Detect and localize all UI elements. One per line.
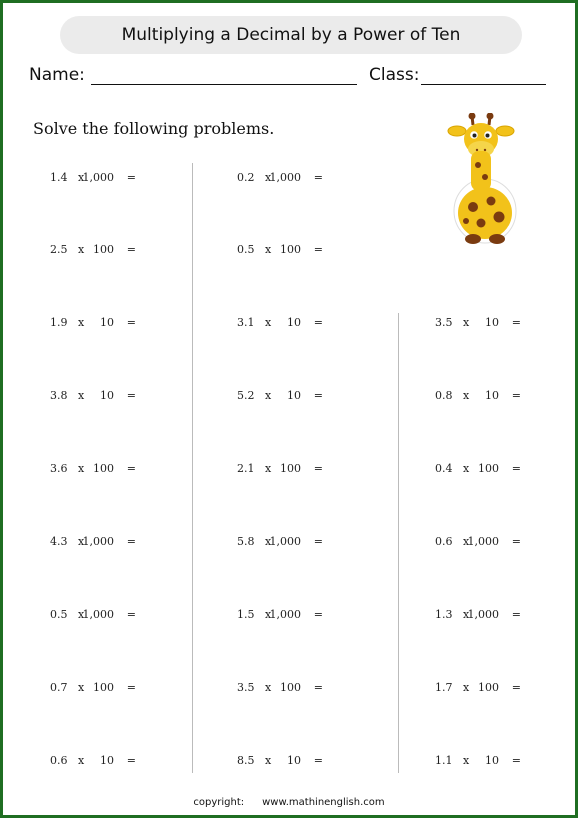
problem-number: 0.6 xyxy=(50,754,68,767)
footer xyxy=(3,797,575,808)
problem-number: 4.3 xyxy=(50,535,68,548)
problem-number: 1.9 xyxy=(50,316,68,329)
power-of-ten: 10 xyxy=(100,389,114,402)
power-of-ten: 1,000 xyxy=(467,535,499,548)
problem-item xyxy=(435,389,521,405)
problem-item xyxy=(50,316,136,332)
times-sign: x xyxy=(78,243,85,256)
problem-number: 8.5 xyxy=(237,754,255,767)
equals-sign: = xyxy=(313,608,323,621)
problem-number: 0.7 xyxy=(50,681,68,694)
page-title: Multiplying a Decimal by a Power of Ten xyxy=(60,16,522,54)
problem-number: 1.4 xyxy=(50,171,68,184)
power-of-ten: 100 xyxy=(280,243,301,256)
power-of-ten: 1,000 xyxy=(269,171,301,184)
times-sign: x xyxy=(78,608,85,621)
problem-item xyxy=(435,608,521,624)
problem-item xyxy=(435,462,521,478)
problem-item xyxy=(435,535,521,551)
times-sign: x xyxy=(78,171,85,184)
power-of-ten: 100 xyxy=(478,681,499,694)
problem-number: 0.2 xyxy=(237,171,255,184)
equals-sign: = xyxy=(511,535,521,548)
name-label: Name: xyxy=(29,65,85,85)
problem-item xyxy=(237,171,323,187)
equals-sign: = xyxy=(126,243,136,256)
equals-sign: = xyxy=(511,389,521,402)
problem-number: 3.8 xyxy=(50,389,68,402)
times-sign: x xyxy=(265,171,272,184)
times-sign: x xyxy=(265,608,272,621)
problem-item xyxy=(50,389,136,405)
power-of-ten: 1,000 xyxy=(269,535,301,548)
equals-sign: = xyxy=(126,389,136,402)
times-sign: x xyxy=(78,389,85,402)
times-sign: x xyxy=(78,681,85,694)
column-divider xyxy=(398,313,399,773)
equals-sign: = xyxy=(313,389,323,402)
equals-sign: = xyxy=(126,462,136,475)
equals-sign: = xyxy=(126,535,136,548)
times-sign: x xyxy=(265,243,272,256)
equals-sign: = xyxy=(511,608,521,621)
problem-item xyxy=(237,389,323,405)
class-field[interactable] xyxy=(421,84,546,85)
equals-sign: = xyxy=(126,754,136,767)
problem-item xyxy=(237,608,323,624)
problem-item xyxy=(50,243,136,259)
problem-number: 3.5 xyxy=(237,681,255,694)
column-divider xyxy=(192,163,193,773)
power-of-ten: 1,000 xyxy=(269,608,301,621)
times-sign: x xyxy=(463,754,470,767)
problem-number: 1.1 xyxy=(435,754,453,767)
times-sign: x xyxy=(78,462,85,475)
equals-sign: = xyxy=(126,171,136,184)
problem-item xyxy=(50,754,136,770)
problem-item xyxy=(435,754,521,770)
power-of-ten: 100 xyxy=(93,681,114,694)
equals-sign: = xyxy=(313,535,323,548)
problem-item xyxy=(50,608,136,624)
problem-item xyxy=(237,681,323,697)
equals-sign: = xyxy=(511,681,521,694)
equals-sign: = xyxy=(313,316,323,329)
power-of-ten: 100 xyxy=(478,462,499,475)
problem-number: 0.8 xyxy=(435,389,453,402)
equals-sign: = xyxy=(313,681,323,694)
problem-item xyxy=(50,535,136,551)
times-sign: x xyxy=(463,462,470,475)
problem-item xyxy=(237,316,323,332)
times-sign: x xyxy=(78,535,85,548)
problem-number: 0.5 xyxy=(237,243,255,256)
problem-item xyxy=(50,462,136,478)
instructions: Solve the following problems. xyxy=(33,119,275,138)
power-of-ten: 100 xyxy=(280,462,301,475)
power-of-ten: 1,000 xyxy=(467,608,499,621)
worksheet xyxy=(3,3,575,815)
problem-number: 3.5 xyxy=(435,316,453,329)
problem-item xyxy=(237,754,323,770)
power-of-ten: 10 xyxy=(485,754,499,767)
power-of-ten: 10 xyxy=(100,754,114,767)
power-of-ten: 1,000 xyxy=(82,608,114,621)
power-of-ten: 10 xyxy=(100,316,114,329)
problem-item xyxy=(435,316,521,332)
problem-number: 0.4 xyxy=(435,462,453,475)
problem-number: 3.1 xyxy=(237,316,255,329)
problem-item xyxy=(435,681,521,697)
times-sign: x xyxy=(265,316,272,329)
problem-number: 0.6 xyxy=(435,535,453,548)
equals-sign: = xyxy=(511,754,521,767)
equals-sign: = xyxy=(313,171,323,184)
problem-number: 0.5 xyxy=(50,608,68,621)
power-of-ten: 10 xyxy=(287,754,301,767)
name-field[interactable] xyxy=(91,84,357,85)
times-sign: x xyxy=(78,754,85,767)
power-of-ten: 100 xyxy=(93,243,114,256)
times-sign: x xyxy=(463,389,470,402)
times-sign: x xyxy=(463,608,470,621)
times-sign: x xyxy=(463,681,470,694)
equals-sign: = xyxy=(126,681,136,694)
problem-number: 2.1 xyxy=(237,462,255,475)
problem-item xyxy=(50,171,136,187)
times-sign: x xyxy=(78,316,85,329)
problem-item xyxy=(237,243,323,259)
power-of-ten: 10 xyxy=(485,389,499,402)
times-sign: x xyxy=(463,316,470,329)
power-of-ten: 100 xyxy=(93,462,114,475)
power-of-ten: 10 xyxy=(485,316,499,329)
copyright-label: copyright: xyxy=(193,797,245,808)
equals-sign: = xyxy=(126,316,136,329)
times-sign: x xyxy=(265,389,272,402)
problem-number: 5.2 xyxy=(237,389,255,402)
problem-number: 1.3 xyxy=(435,608,453,621)
equals-sign: = xyxy=(126,608,136,621)
problem-item xyxy=(237,462,323,478)
power-of-ten: 10 xyxy=(287,316,301,329)
power-of-ten: 100 xyxy=(280,681,301,694)
problem-item xyxy=(50,681,136,697)
power-of-ten: 1,000 xyxy=(82,535,114,548)
website-link[interactable]: www.mathinenglish.com xyxy=(262,797,385,808)
times-sign: x xyxy=(265,535,272,548)
equals-sign: = xyxy=(313,243,323,256)
times-sign: x xyxy=(265,681,272,694)
equals-sign: = xyxy=(313,462,323,475)
problem-number: 2.5 xyxy=(50,243,68,256)
problem-number: 1.7 xyxy=(435,681,453,694)
problem-number: 5.8 xyxy=(237,535,255,548)
problem-item xyxy=(237,535,323,551)
problem-number: 3.6 xyxy=(50,462,68,475)
times-sign: x xyxy=(265,462,272,475)
equals-sign: = xyxy=(313,754,323,767)
class-label: Class: xyxy=(369,65,420,85)
problem-number: 1.5 xyxy=(237,608,255,621)
equals-sign: = xyxy=(511,316,521,329)
times-sign: x xyxy=(463,535,470,548)
times-sign: x xyxy=(265,754,272,767)
equals-sign: = xyxy=(511,462,521,475)
power-of-ten: 1,000 xyxy=(82,171,114,184)
power-of-ten: 10 xyxy=(287,389,301,402)
giraffe-icon xyxy=(443,113,525,249)
